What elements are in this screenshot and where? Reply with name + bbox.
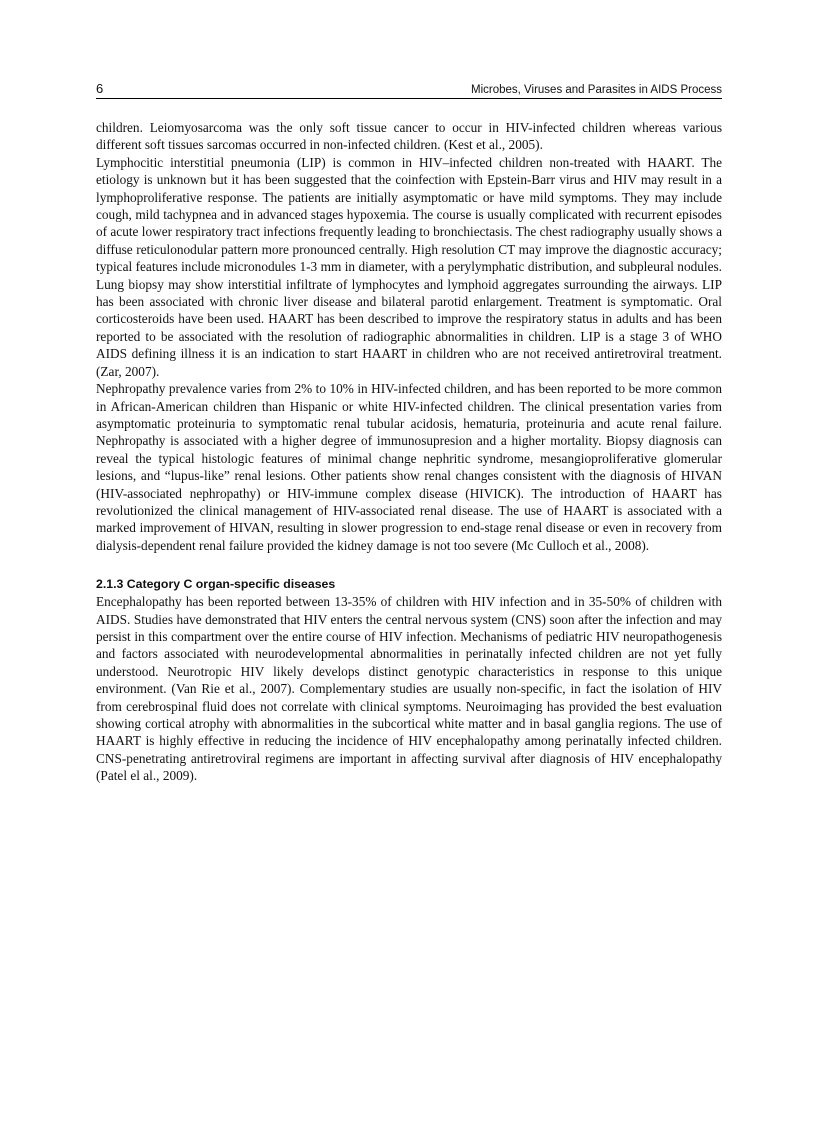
paragraph-leiomyosarcoma-continuation: children. Leiomyosarcoma was the only soft tissue cancer to occur in HIV-infected children whereas various different soft tissues sarcomas occurred in non-infected children. (Kest et al., 2005). bbox=[96, 120, 722, 153]
page-header bbox=[96, 82, 722, 99]
paragraph-lip: Lymphocitic interstitial pneumonia (LIP) is common in HIV–infected children non-treated with HAART. The etiology is unknown but it has been suggested that the coinfection with Epstein-Barr virus and HIV may result in a lymphoproliferative response. The patients are initially asymptomatic or have mild symptoms. They may include cough, mild tachypnea and in advanced stages hypoxemia. The course is usually complicated with recurrent episodes of acute lower respiratory tract infections frequently leading to bronchiectasis. The chest radiography usually shows a diffuse reticulonodular pattern more pronounced centrally. High resolution CT may improve the diagnostic accuracy; typical features include micronodules 1-3 mm in diameter, with a perylymphatic distribution, and subpleural nodules. Lung biopsy may show interstitial infiltrate of lymphocytes and lymphoid aggregates surrounding the airways. LIP has been associated with chronic liver disease and bilateral parotid enlargement. Treatment is symptomatic. Oral corticosteroids have been used. HAART has been described to improve the respiratory status in adults and has been reported to be associated with the resolution of radiographic abnormalities in children. LIP is a stage 3 of WHO AIDS defining illness it is an indication to start HAART in children who are not received antiretroviral treatment. (Zar, 2007). bbox=[96, 154, 722, 379]
page-number: 6 bbox=[96, 81, 104, 96]
page-body bbox=[96, 119, 722, 785]
section-heading: 2.1.3 Category C organ-specific diseases bbox=[96, 577, 336, 592]
running-title: Microbes, Viruses and Parasites in AIDS Process bbox=[471, 84, 722, 96]
paragraph-nephropathy: Nephropathy prevalence varies from 2% to 10% in HIV-infected children, and has been reported to be more common in African-American children than Hispanic or white HIV-infected children. The clinical presentation varies from asymptomatic proteinuria to symptomatic renal tubular acidosis, hematuria, proteinuria and acute renal failure. Nephropathy is associated with a higher degree of immunosupresion and a higher mortality. Biopsy diagnosis can reveal the typical histologic features of minimal change nephritic syndrome, mesangioproliferative glomerular lesions, and “lupus-like” renal lesions. Other patients show renal changes consistent with the diagnosis of HIVAN (HIV-associated nephropathy) or HIV-immune complex disease (HIVICK). The introduction of HAART has revolutionized the clinical management of HIV-associated renal disease. The use of HAART is associated with a marked improvement of HIVAN, resulting in slower progression to end-stage renal disease or even in recovery from dialysis-dependent renal failure provided the kidney damage is not too severe (Mc Culloch et al., 2008). bbox=[96, 381, 722, 553]
paragraph-encephalopathy: Encephalopathy has been reported between 13-35% of children with HIV infection and in 35-50% of children with AIDS. Studies have demonstrated that HIV enters the central nervous system (CNS) soon after the infection and may persist in this compartment over the entire course of HIV infection. Mechanisms of pediatric HIV neuropathogenesis and factors associated with neurodevelopmental abnormalities in perinatally infected children are not yet fully understood. Neurotropic HIV likely develops distinct genotypic characteristics in response to this unique environment. (Van Rie et al., 2007). Complementary studies are usually non-specific, in fact the isolation of HIV from cerebrospinal fluid does not correlate with clinical symptoms. Neuroimaging has provided the best evaluation showing cortical atrophy with abnormalities in the subcortical white matter and in basal ganglia regions. The use of HAART is highly effective in reducing the incidence of HIV encephalopathy among perinatally infected children. CNS-penetrating antiretroviral regimens are important in affecting survival after diagnosis of HIV encephalopathy (Patel el al., 2009). bbox=[96, 594, 722, 784]
